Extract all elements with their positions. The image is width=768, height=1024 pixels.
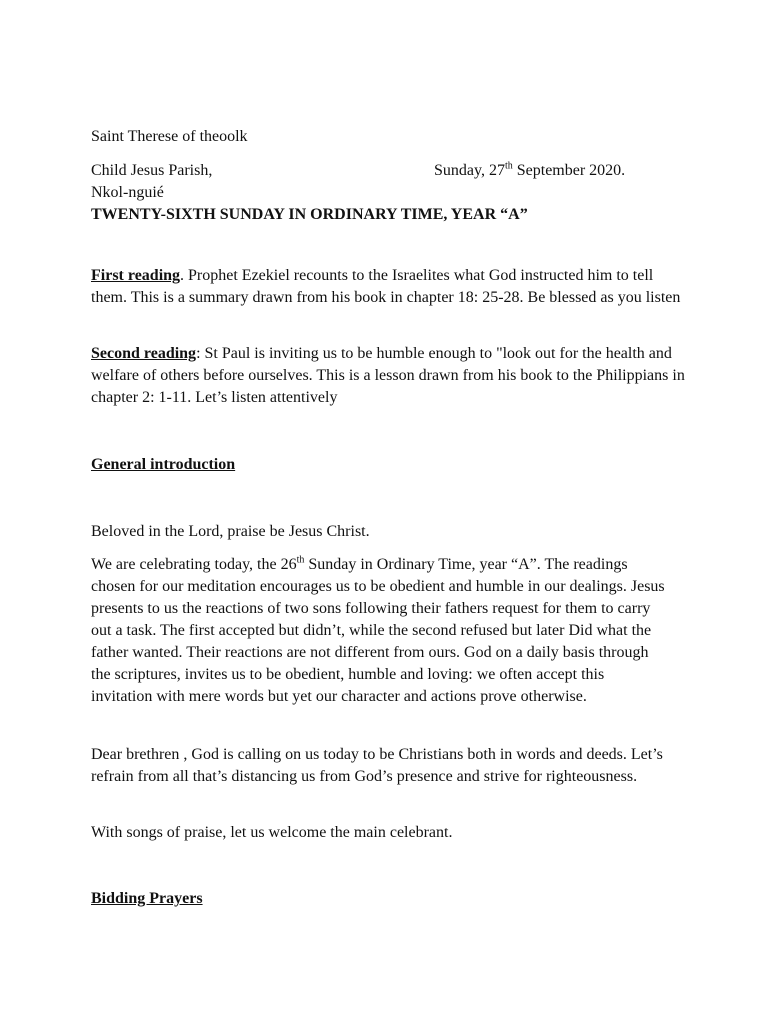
brethren-paragraph: Dear brethren , God is calling on us today to be Christians both in words and deeds. Let’s refrain from all that’s distancing us from God’s presence and strive for righteousness. [91, 746, 663, 785]
document-title: TWENTY-SIXTH SUNDAY IN ORDINARY TIME, YEAR “A” [91, 206, 528, 223]
bidding-prayers-heading: Bidding Prayers [91, 890, 203, 907]
welcome-line: With songs of praise, let us welcome the main celebrant. [91, 824, 453, 841]
parish-date-line [91, 160, 711, 182]
place-name: Nkol-nguié [91, 184, 164, 201]
intro-paragraph: We are celebrating today, the 26th Sunday in Ordinary Time, year “A”. The readings chosen for our meditation encourages us to be obedient and humble in our dealings. Jesus presents to us the reactions of two sons following their fathers request for them to carry out a task. The first accepted but didn’t, while the second refused but later Did what the father wanted. Their reactions are not different from ours. God on a daily basis through the scriptures, invites us to be obedient, humble and loving: we often accept this invitation with mere words but yet our character and actions prove otherwise. [91, 554, 665, 705]
second-reading-label: Second reading [91, 345, 197, 362]
second-reading-text: : St Paul is inviting us to be humble enough to "look out for the health and welfare of others before ourselves. This is a lesson drawn from his book to the Philippians in chapter 2: 1-11. Let’s listen attentively [91, 345, 685, 406]
general-introduction-heading: General introduction [91, 456, 236, 473]
intro-greeting: Beloved in the Lord, praise be Jesus Christ. [91, 523, 370, 540]
first-reading-label: First reading [91, 267, 181, 284]
parish-name: Child Jesus Parish, [91, 162, 213, 179]
second-reading-paragraph [91, 343, 686, 409]
first-reading-paragraph [91, 265, 686, 309]
church-name: Saint Therese of theoolk [91, 128, 248, 145]
date: Sunday, 27th September 2020. [434, 160, 626, 179]
first-reading-text: . Prophet Ezekiel recounts to the Israelites what God instructed him to tell them. This is a summary drawn from his book in chapter 18: 25-28. Be blessed as you listen [91, 267, 681, 306]
